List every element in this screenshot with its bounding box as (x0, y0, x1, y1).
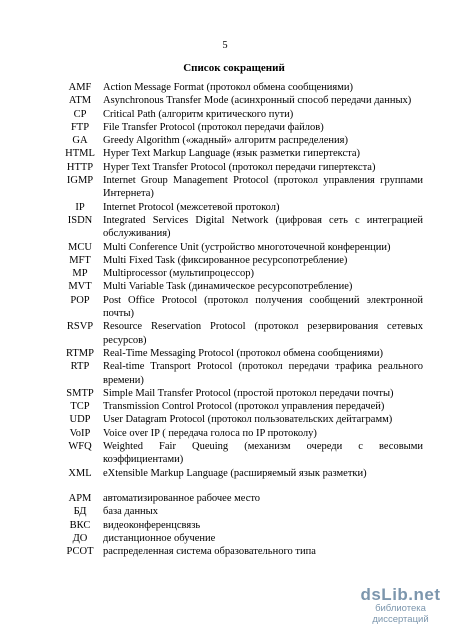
abbreviation-row (60, 201, 423, 214)
page-title: Список сокращений (183, 62, 285, 74)
abbreviation-term: UDP (69, 414, 91, 426)
abbreviation-row (60, 545, 423, 558)
abbreviation-term: RSVP (66, 321, 94, 333)
abbreviation-row (60, 121, 423, 134)
abbreviation-definition: Resource Reservation Protocol (протокол резервирования сетевых ресурсов) (103, 321, 423, 346)
abbreviation-term: АРМ (68, 492, 92, 504)
abbreviation-definition: User Datagram Protocol (протокол пользовательских дейтаграмм) (103, 414, 393, 426)
abbreviation-term: GA (72, 135, 88, 147)
abbreviation-term: XML (68, 467, 92, 479)
abbreviation-definition: Critical Path (алгоритм критического пути) (103, 108, 294, 120)
english-abbreviations (60, 81, 423, 480)
abbreviation-definition: Simple Mail Transfer Protocol (простой протокол передачи почты) (103, 387, 394, 399)
abbreviation-list (60, 81, 423, 558)
abbreviation-definition: база данных (103, 506, 158, 518)
abbreviation-definition: Real-Time Messaging Protocol (протокол обмена сообщениями) (103, 347, 383, 359)
abbreviation-definition: eXtensible Markup Language (расширяемый язык разметки) (103, 467, 367, 479)
watermark (353, 585, 448, 625)
abbreviation-definition: Multi Variable Task (динамическое ресурсопотребление) (103, 281, 353, 293)
abbreviation-term: MP (72, 268, 88, 280)
abbreviation-term: MCU (68, 241, 92, 253)
abbreviation-row (60, 492, 423, 505)
abbreviation-row (60, 427, 423, 440)
abbreviation-term: SMTP (66, 387, 94, 399)
abbreviation-definition: автоматизированное рабочее место (103, 492, 261, 504)
abbreviation-term: MFT (69, 254, 91, 266)
abbreviation-definition: Transmission Control Protocol (протокол управления передачей) (103, 401, 385, 413)
abbreviation-term: RTP (70, 361, 90, 373)
abbreviation-definition: Greedy Algorithm («жадный» алгоритм распределения) (103, 135, 348, 147)
russian-abbreviations (60, 492, 423, 558)
abbreviation-row (60, 360, 423, 387)
abbreviation-term: MVT (68, 281, 92, 293)
abbreviation-definition: Real-time Transport Protocol (протокол передачи трафика реального времени) (103, 361, 423, 386)
abbreviation-row (60, 94, 423, 107)
abbreviation-term: POP (70, 294, 90, 306)
abbreviation-definition: Voice over IP ( передача голоса по IP протоколу) (103, 427, 317, 439)
abbreviation-row (60, 294, 423, 321)
abbreviation-row (60, 400, 423, 413)
abbreviation-definition: Internet Group Management Protocol (протокол управления группами Интернета) (103, 175, 423, 200)
abbreviation-row (60, 214, 423, 241)
abbreviation-term: VoIP (69, 427, 91, 439)
abbreviation-row (60, 320, 423, 347)
watermark-subtitle: библиотека диссертаций (372, 603, 429, 625)
abbreviation-definition: видеоконференцсвязь (103, 519, 201, 531)
abbreviation-definition: Action Message Format (протокол обмена сообщениями) (103, 82, 354, 93)
abbreviation-term: RTMP (66, 347, 94, 359)
abbreviation-row (60, 81, 423, 94)
abbreviation-row (60, 532, 423, 545)
abbreviation-row (60, 241, 423, 254)
abbreviation-definition: Hyper Text Transfer Protocol (протокол передачи гипертекста) (103, 161, 376, 173)
abbreviation-row (60, 134, 423, 147)
abbreviation-term: HTML (65, 148, 95, 160)
abbreviation-term: IP (75, 201, 85, 213)
abbreviation-definition: Multiprocessor (мультипроцессор) (103, 268, 254, 280)
abbreviation-definition: Weighted Fair Queuing (механизм очереди с весовыми коэффициентами) (103, 441, 423, 466)
page-number: 5 (222, 40, 228, 51)
abbreviation-definition: Hyper Text Markup Language (язык разметки гипертекста) (103, 148, 361, 160)
abbreviation-row (60, 467, 423, 480)
abbreviation-row (60, 108, 423, 121)
abbreviation-term: TCP (70, 401, 90, 413)
abbreviation-row (60, 505, 423, 518)
abbreviation-term: БД (73, 506, 87, 518)
abbreviation-term: FTP (70, 121, 90, 133)
abbreviation-term: ATM (68, 95, 92, 107)
abbreviation-row (60, 280, 423, 293)
abbreviation-row (60, 519, 423, 532)
abbreviation-row (60, 254, 423, 267)
abbreviation-definition: Multi Conference Unit (устройство многоточечной конференции) (103, 241, 391, 253)
abbreviation-term: ДО (72, 532, 88, 544)
abbreviation-term: ISDN (67, 214, 93, 226)
section-gap (60, 480, 423, 492)
abbreviation-row (60, 387, 423, 400)
abbreviation-row (60, 174, 423, 201)
abbreviation-row (60, 347, 423, 360)
abbreviation-definition: Internet Protocol (межсетевой протокол) (103, 201, 280, 213)
abbreviation-row (60, 267, 423, 280)
abbreviation-term: WFQ (68, 441, 92, 453)
abbreviation-definition: Asynchronous Transfer Mode (асинхронный способ передачи данных) (103, 95, 412, 107)
abbreviation-row (60, 147, 423, 160)
abbreviation-term: IGMP (66, 175, 94, 187)
abbreviation-row (60, 161, 423, 174)
abbreviation-definition: дистанционное обучение (103, 532, 216, 544)
abbreviation-definition: Integrated Services Digital Network (цифровая сеть с интеграцией обслуживания) (103, 214, 423, 240)
abbreviation-definition: распределенная система образовательного типа (103, 546, 316, 558)
abbreviation-definition: File Transfer Protocol (протокол передачи файлов) (103, 121, 324, 133)
abbreviation-row (60, 413, 423, 426)
watermark-logo: dsLib.net (360, 585, 441, 604)
abbreviation-term: AMF (68, 82, 92, 93)
abbreviation-definition: Multi Fixed Task (фиксированное ресурсопотребление) (103, 254, 348, 266)
abbreviation-term: HTTP (66, 161, 94, 173)
abbreviation-row (60, 440, 423, 467)
abbreviation-term: РСОТ (66, 546, 94, 558)
abbreviation-term: CP (73, 108, 87, 120)
abbreviation-term: ВКС (69, 519, 91, 531)
abbreviation-definition: Post Office Protocol (протокол получения сообщений электронной почты) (103, 294, 423, 320)
